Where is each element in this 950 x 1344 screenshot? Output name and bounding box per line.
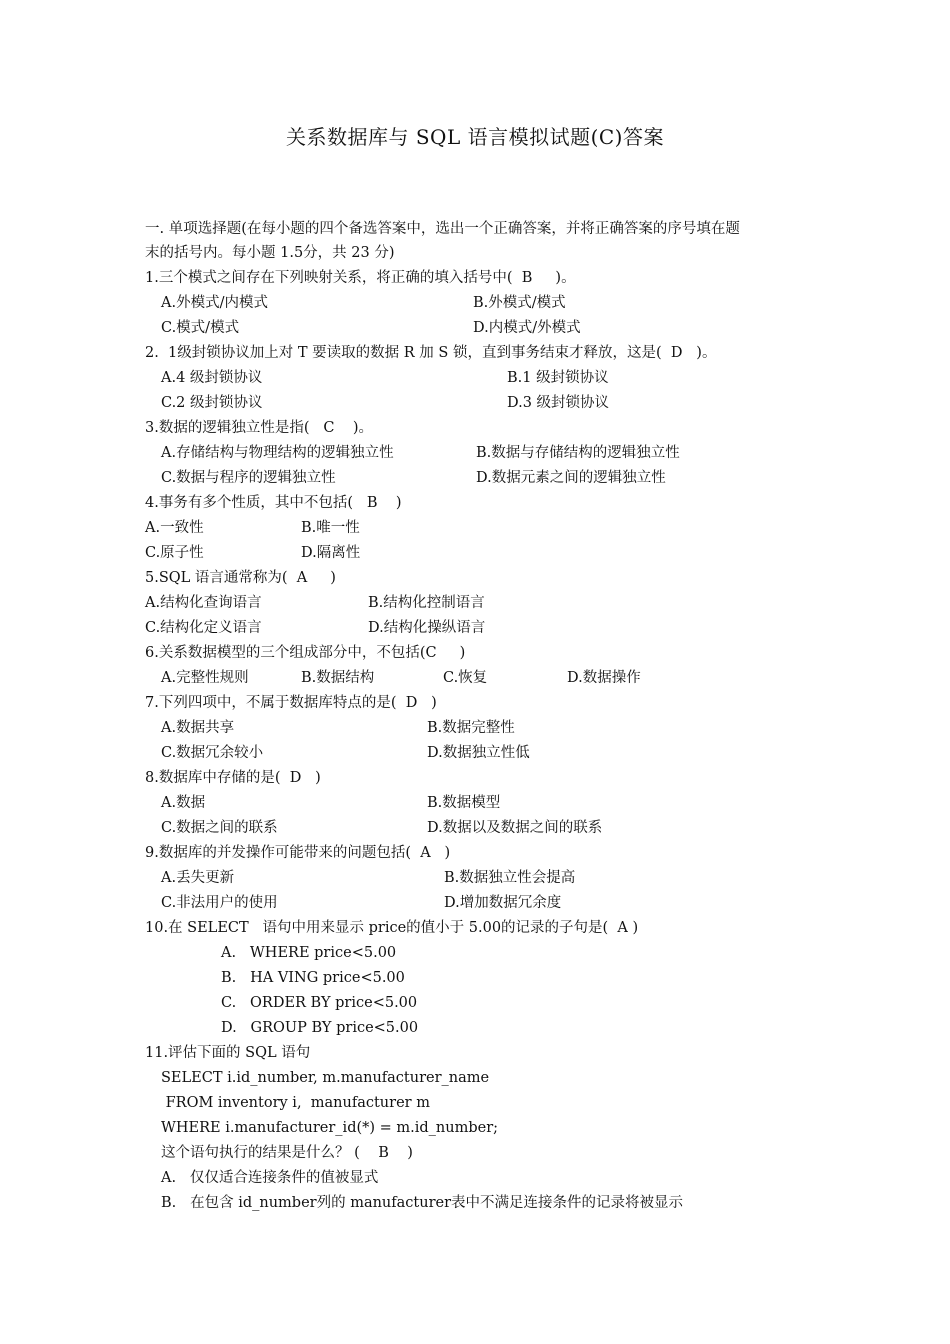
question-8-option-c: C.数据之间的联系 — [161, 820, 278, 836]
question-1-option-d: D.内模式/外模式 — [473, 320, 581, 336]
question-11-question: 这个语句执行的结果是什么？ ( B ) — [161, 1145, 413, 1161]
question-5-option-a: A.结构化查询语言 — [145, 595, 262, 611]
question-2-option-c: C.2 级封锁协议 — [161, 395, 263, 411]
question-8-option-a: A.数据 — [161, 795, 206, 811]
question-8-option-d: D.数据以及数据之间的联系 — [427, 820, 603, 836]
question-10-option-b: B. HA VING price<5.00 — [221, 970, 405, 986]
question-11-option-b: B. 在包含 id_number列的 manufacturer表中不满足连接条件的记录将被显示 — [161, 1195, 684, 1211]
question-7-option-d: D.数据独立性低 — [427, 745, 530, 761]
question-6-stem: 6.关系数据模型的三个组成部分中，不包括(C ) — [145, 645, 466, 661]
question-6-option-b: B.数据结构 — [301, 670, 375, 686]
question-9-option-b: B.数据独立性会提高 — [444, 870, 576, 886]
question-9-option-c: C.非法用户的使用 — [161, 895, 278, 911]
question-7-stem: 7.下列四项中，不属于数据库特点的是( D ) — [145, 695, 437, 711]
question-2-option-b: B.1 级封锁协议 — [507, 370, 609, 386]
question-2-option-a: A.4 级封锁协议 — [161, 370, 263, 386]
question-9-option-d: D.增加数据冗余度 — [444, 895, 562, 911]
question-8-option-b: B.数据模型 — [427, 795, 501, 811]
question-3-option-a: A.存储结构与物理结构的逻辑独立性 — [161, 445, 394, 461]
question-7-option-a: A.数据共享 — [161, 720, 235, 736]
question-3-option-b: B.数据与存储结构的逻辑独立性 — [476, 445, 680, 461]
question-10-stem: 10.在 SELECT 语句中用来显示 price的值小于 5.00的记录的子句是( A ) — [145, 920, 639, 936]
question-3-option-c: C.数据与程序的逻辑独立性 — [161, 470, 336, 486]
question-3-stem: 3.数据的逻辑独立性是指( C )。 — [145, 420, 374, 436]
question-6-option-d: D.数据操作 — [567, 670, 641, 686]
question-7-option-b: B.数据完整性 — [427, 720, 515, 736]
question-10-option-c: C. ORDER BY price<5.00 — [221, 995, 418, 1011]
question-6-option-c: C.恢复 — [443, 670, 488, 686]
question-4-option-c: C.原子性 — [145, 545, 204, 561]
question-11-code-line-2: FROM inventory i, manufacturer m — [161, 1095, 430, 1111]
question-1-stem: 1.三个模式之间存在下列映射关系，将正确的填入括号中( B )。 — [145, 270, 576, 286]
question-5-option-c: C.结构化定义语言 — [145, 620, 262, 636]
section-heading-line-1: 一. 单项选择题(在每小题的四个备选答案中，选出一个正确答案，并将正确答案的序号填在题 — [145, 221, 740, 237]
question-4-stem: 4.事务有多个性质，其中不包括( B ) — [145, 495, 402, 511]
document-title: 关系数据库与 SQL 语言模拟试题(C)答案 — [285, 125, 664, 149]
question-5-option-d: D.结构化操纵语言 — [368, 620, 486, 636]
question-8-stem: 8.数据库中存储的是( D ) — [145, 770, 321, 786]
section-heading-line-2: 末的括号内。每小题 1.5分，共 23 分) — [145, 245, 395, 261]
question-11-option-a: A. 仅仅适合连接条件的值被显式 — [161, 1170, 379, 1186]
question-5-stem: 5.SQL 语言通常称为( A ) — [145, 570, 336, 586]
question-1-option-a: A.外模式/内模式 — [161, 295, 268, 311]
question-11-stem: 11.评估下面的 SQL 语句 — [145, 1045, 311, 1061]
question-6-option-a: A.完整性规则 — [161, 670, 249, 686]
question-9-stem: 9.数据库的并发操作可能带来的问题包括( A ) — [145, 845, 451, 861]
question-7-option-c: C.数据冗余较小 — [161, 745, 264, 761]
question-11-code-line-3: WHERE i.manufacturer_id(*) = m.id_number; — [161, 1120, 499, 1136]
question-1-option-c: C.模式/模式 — [161, 320, 240, 336]
question-10-option-d: D. GROUP BY price<5.00 — [221, 1020, 419, 1036]
question-1-option-b: B.外模式/模式 — [473, 295, 566, 311]
question-2-option-d: D.3 级封锁协议 — [507, 395, 610, 411]
question-5-option-b: B.结构化控制语言 — [368, 595, 485, 611]
question-3-option-d: D.数据元素之间的逻辑独立性 — [476, 470, 666, 486]
question-9-option-a: A.丢失更新 — [161, 870, 235, 886]
question-11-code-line-1: SELECT i.id_number, m.manufacturer_name — [161, 1070, 490, 1086]
question-10-option-a: A. WHERE price<5.00 — [221, 945, 397, 961]
question-2-stem: 2. 1级封锁协议加上对 T 要读取的数据 R 加 S 锁，直到事务结束才释放，这是( D )。 — [145, 345, 717, 361]
question-4-option-b: B.唯一性 — [301, 520, 360, 536]
question-4-option-a: A.一致性 — [145, 520, 204, 536]
question-4-option-d: D.隔离性 — [301, 545, 361, 561]
